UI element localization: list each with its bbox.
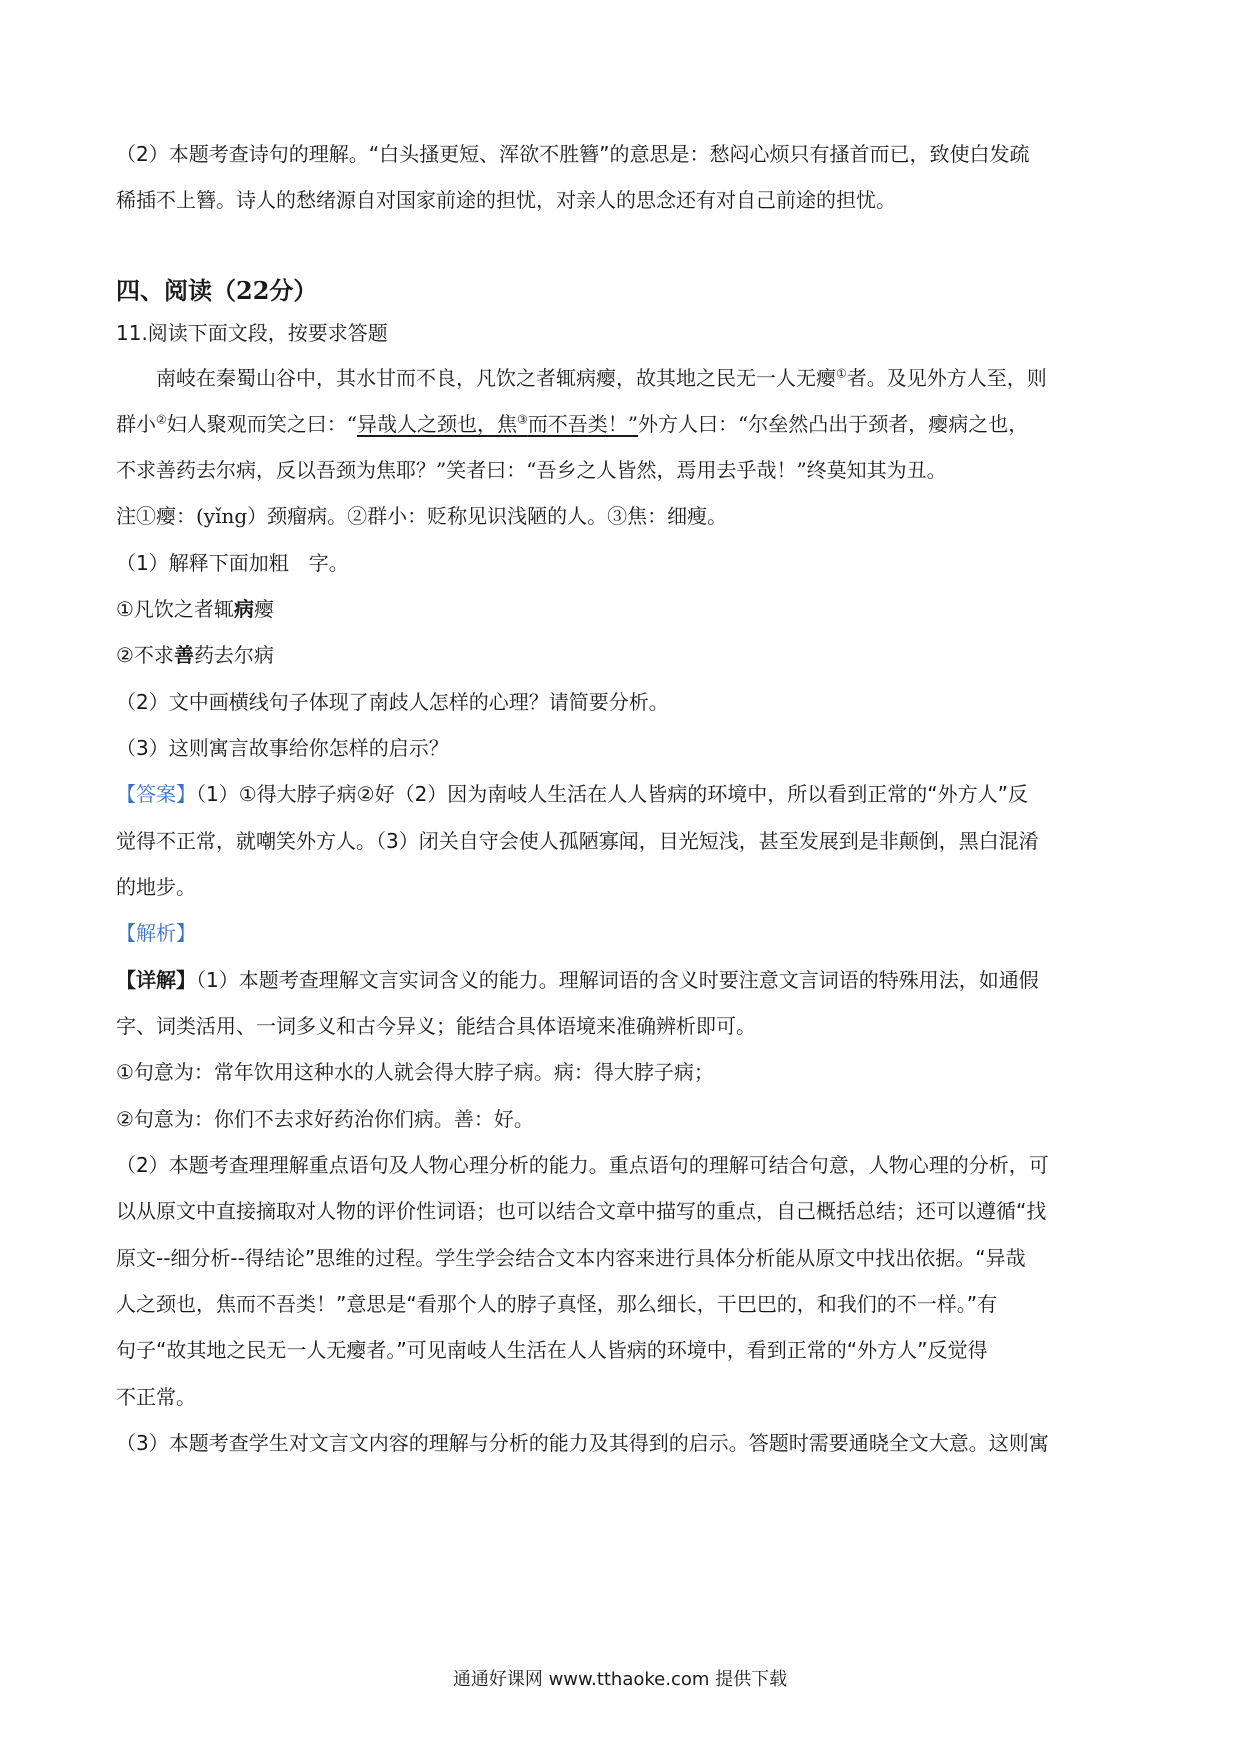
answer-line-1: [116, 768, 1136, 820]
detail-line-4: ②句意为：你们不去求好药治你们病。善：好。: [116, 1107, 534, 1131]
annotation-note: 注①瘿：(yǐng）颈瘤病。②群小：贬称见识浅陋的人。③焦：细瘦。: [116, 504, 728, 528]
question-title: 11.阅读下面文段，按要求答题: [116, 321, 388, 345]
footnote-marker-3: ③: [517, 412, 528, 427]
underlined-text: 而不吾类！”: [527, 412, 638, 436]
passage-text: 妇人聚观而笑之曰：“: [166, 412, 357, 436]
prev-answer-line-2: 稀插不上簪。诗人的愁绪源自对国家前途的担忧，对亲人的思念还有对自己前途的担忧。: [116, 188, 896, 212]
item-text: ①凡饮之者辄: [116, 597, 234, 621]
item-text: 药去尔病: [193, 643, 274, 667]
page-footer: 通通好课网 www.tthaoke.com 提供下载: [452, 1669, 788, 1690]
sub-question-1: （1）解释下面加粗 字。: [116, 551, 349, 575]
detail-line-1: [116, 954, 1136, 1006]
passage-line-1: [116, 352, 1136, 404]
sub-question-1-item-1: [116, 583, 1136, 635]
answer-tag: 【答案】: [116, 782, 196, 806]
underlined-text: 异哉人之颈也，焦: [357, 412, 517, 436]
bold-character: 病: [233, 597, 254, 621]
analysis-2-line-1: （2）本题考查理理解重点语句及人物心理分析的能力。重点语句的理解可结合句意，人物心理的分析，可: [116, 1153, 1049, 1177]
answer-line-2: 觉得不正常，就嘲笑外方人。（3）闭关自守会使人孤陋寡闻，目光短浅，甚至发展到是非颠倒，黑白混淆: [116, 829, 1039, 853]
answer-text: （1）①得大脖子病②好（2）因为南岐人生活在人人皆病的环境中，所以看到正常的“外方人”反: [196, 782, 1029, 806]
detail-tag: 【详解】: [116, 968, 196, 992]
passage-text: 者。及见外方人至，则: [846, 366, 1047, 390]
analysis-2-line-5: 句子“故其地之民无一人无瘿者。”可见南岐人生活在人人皆病的环境中，看到正常的“外方人”反觉得: [116, 1338, 988, 1362]
passage-text: 群小: [116, 412, 156, 436]
sub-question-2: （2）文中画横线句子体现了南歧人怎样的心理？请简要分析。: [116, 690, 669, 714]
item-text: 瘿: [253, 597, 274, 621]
analysis-2-line-2: 以从原文中直接摘取对人物的评价性词语；也可以结合文章中描写的重点，自己概括总结；还可以遵循“找: [116, 1199, 1047, 1223]
passage-line-2: [116, 398, 1136, 450]
detail-line-3: ①句意为：常年饮用这种水的人就会得大脖子病。病：得大脖子病；: [116, 1060, 714, 1084]
answer-line-3: 的地步。: [116, 875, 196, 899]
item-text: ②不求: [116, 643, 174, 667]
section-title: 四、阅读（22分）: [116, 276, 318, 305]
passage-text: 外方人曰：“尔垒然凸出于颈者，瘿病之也，: [638, 412, 1029, 436]
analysis-2-line-6: 不正常。: [116, 1385, 196, 1409]
analysis-3-line-1: （3）本题考查学生对文言文内容的理解与分析的能力及其得到的启示。答题时需要通晓全文大意。这则寓: [116, 1431, 1049, 1455]
detail-line-2: 字、词类活用、一词多义和古今异义；能结合具体语境来准确辨析即可。: [116, 1014, 756, 1038]
bold-character: 善: [173, 643, 194, 667]
prev-answer-line-1: （2）本题考查诗句的理解。“白头搔更短、浑欲不胜簪”的意思是：愁闷心烦只有搔首而已，致使白发疏: [116, 142, 1030, 166]
footnote-marker-2: ②: [156, 412, 167, 427]
sub-question-1-item-2: [116, 629, 1136, 681]
passage-line-3: 不求善药去尔病，反以吾颈为焦耶？”笑者曰：“吾乡之人皆然，焉用去乎哉！”终莫知其为丑。: [116, 458, 947, 482]
footnote-marker-1: ①: [836, 366, 847, 381]
analysis-tag: 【解析】: [116, 921, 196, 945]
sub-question-3: （3）这则寓言故事给你怎样的启示？: [116, 736, 449, 760]
analysis-2-line-4: 人之颈也，焦而不吾类！”意思是“看那个人的脖子真怪，那么细长，干巴巴的，和我们的不一样。”有: [116, 1292, 998, 1316]
underlined-sentence: [357, 412, 638, 436]
analysis-2-line-3: 原文--细分析--得结论”思维的过程。学生学会结合文本内容来进行具体分析能从原文中找出依据。“异哉: [116, 1246, 1026, 1270]
detail-text: （1）本题考查理解文言实词含义的能力。理解词语的含义时要注意文言词语的特殊用法，如通假: [196, 968, 1039, 992]
passage-text: 南岐在秦蜀山谷中，其水甘而不良，凡饮之者辄病瘿，故其地之民无一人无瘿: [156, 366, 836, 390]
